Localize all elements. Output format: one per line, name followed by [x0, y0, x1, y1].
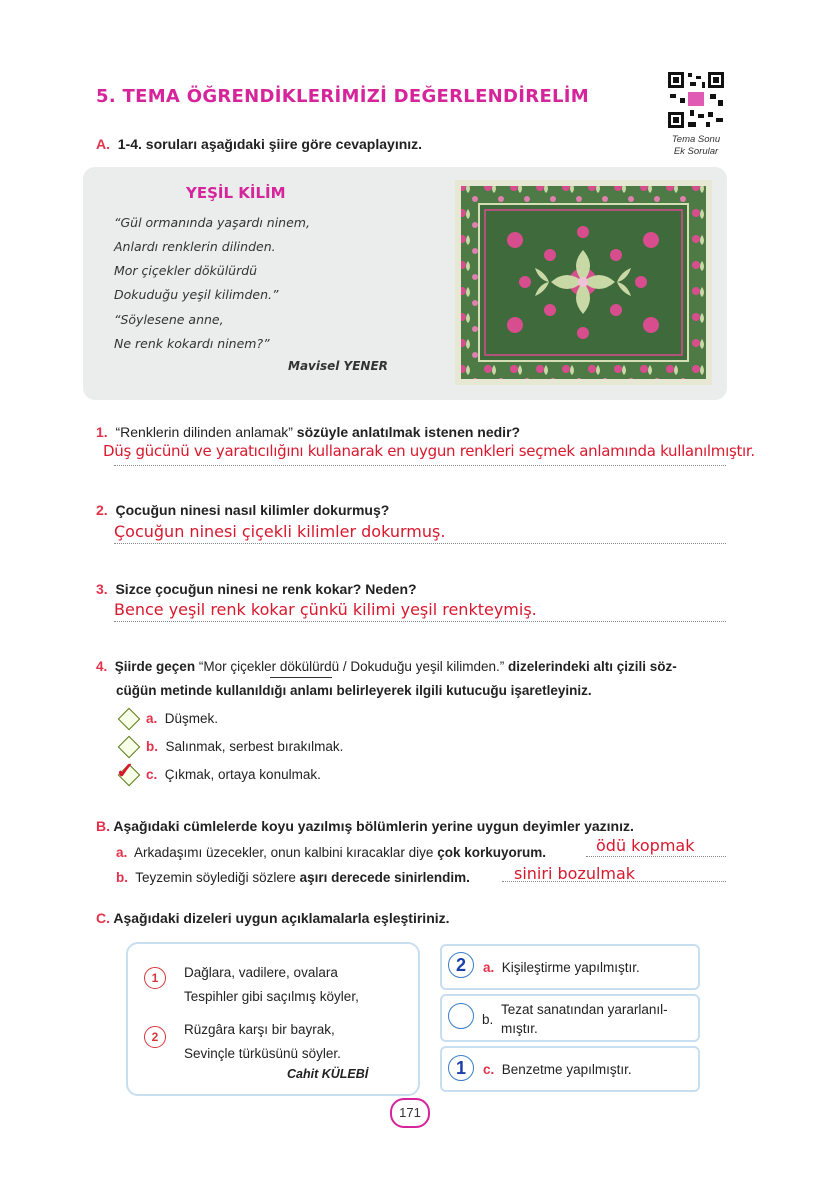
section-b-instruction: B. Aşağıdaki cümlelerde koyu yazılmış bölümlerin yerine uygun deyimler yazınız. — [96, 818, 634, 834]
option-c: c. Çıkmak, ortaya konulmak. — [146, 767, 321, 782]
option-a: a. Düşmek. — [146, 711, 219, 726]
answer-line — [114, 465, 726, 466]
verse-number-2: 2 — [144, 1026, 168, 1050]
qr-code-icon[interactable] — [666, 70, 726, 130]
checkbox-b[interactable] — [120, 738, 138, 756]
match-answer-b[interactable] — [448, 1003, 475, 1030]
poem-line: “Söylesene anne, — [114, 312, 224, 327]
checkbox-a[interactable] — [120, 710, 138, 728]
match-text-b: Tezat sanatından yararlanıl- mıştır. — [501, 1002, 668, 1036]
checkmark-icon: ✓ — [116, 758, 135, 783]
question-4-line2: cüğün metinde kullanıldığı anlamı belirleyerek ilgili kutucuğu işaretleyiniz. — [116, 683, 592, 698]
qr-caption: Tema Sonu Ek Sorular — [671, 134, 721, 157]
underline-mark — [270, 677, 332, 678]
verse-group-1: Dağlara, vadilere, ovalara Tespihler gibi saçılmış köyler, — [184, 965, 359, 1004]
match-answer-c[interactable]: 1 — [448, 1055, 475, 1082]
match-text-c: c. Benzetme yapılmıştır. — [483, 1062, 632, 1077]
page-number: 171 — [390, 1098, 430, 1128]
idiom-item-b: b. Teyzemin söylediği sözlere aşırı derecede sinirlendim. — [116, 870, 470, 885]
idiom-answer-b: siniri bozulmak — [514, 864, 636, 883]
verse-author: Cahit KÜLEBİ — [287, 1067, 369, 1081]
poem-line: Mor çiçekler dökülürdü — [114, 263, 258, 278]
rug-illustration — [455, 180, 712, 385]
match-answer-a[interactable]: 2 — [448, 952, 475, 979]
poem-line: “Gül ormanında yaşardı ninem, — [114, 215, 310, 230]
idiom-item-a: a. Arkadaşımı üzecekler, onun kalbini kıracaklar diye çok korkuyorum. — [116, 845, 546, 860]
section-c-instruction: C. Aşağıdaki dizeleri uygun açıklamalarla eşleştiriniz. — [96, 910, 450, 926]
answer-1: Düş gücünü ve yaratıcılığını kullanarak en uygun renkleri seçmek anlamında kullanılmıştır. — [103, 442, 755, 460]
page-title: 5. TEMA ÖĞRENDİKLERİMİZİ DEĞERLENDİRELİM — [96, 86, 590, 107]
answer-2: Çocuğun ninesi çiçekli kilimler dokurmuş. — [114, 522, 446, 541]
match-letter-b: b. — [482, 1012, 494, 1027]
question-4: 4. Şiirde geçen “Mor çiçekler dökülürdü / Dokuduğu yeşil kilimden.” dizelerindeki altı çizili söz- — [96, 659, 677, 674]
answer-line — [114, 543, 726, 544]
poem-author: Mavisel YENER — [288, 359, 388, 373]
poem-line: Dokuduğu yeşil kilimden.” — [114, 287, 279, 302]
idiom-answer-a: ödü kopmak — [596, 836, 695, 855]
poem-line: Anlardı renklerin dilinden. — [114, 239, 276, 254]
answer-line — [586, 856, 726, 857]
section-a-instruction: A. 1-4. soruları aşağıdaki şiire göre cevaplayınız. — [96, 136, 423, 152]
verse-number-1: 1 — [144, 967, 168, 991]
answer-line — [114, 621, 726, 622]
match-text-a: a. Kişileştirme yapılmıştır. — [483, 960, 640, 975]
question-2: 2. Çocuğun ninesi nasıl kilimler dokurmuş? — [96, 502, 390, 518]
poem-line: Ne renk kokardı ninem?” — [114, 336, 270, 351]
question-3: 3. Sizce çocuğun ninesi ne renk kokar? Neden? — [96, 581, 417, 597]
option-b: b. Salınmak, serbest bırakılmak. — [146, 739, 344, 754]
answer-3: Bence yeşil renk kokar çünkü kilimi yeşil renkteymiş. — [114, 600, 537, 619]
question-1: 1. “Renklerin dilinden anlamak” sözüyle anlatılmak istenen nedir? — [96, 424, 521, 440]
verse-group-2: Rüzgâra karşı bir bayrak, Sevinçle türküsünü söyler. — [184, 1022, 341, 1061]
poem-title: YEŞİL KİLİM — [186, 184, 286, 202]
